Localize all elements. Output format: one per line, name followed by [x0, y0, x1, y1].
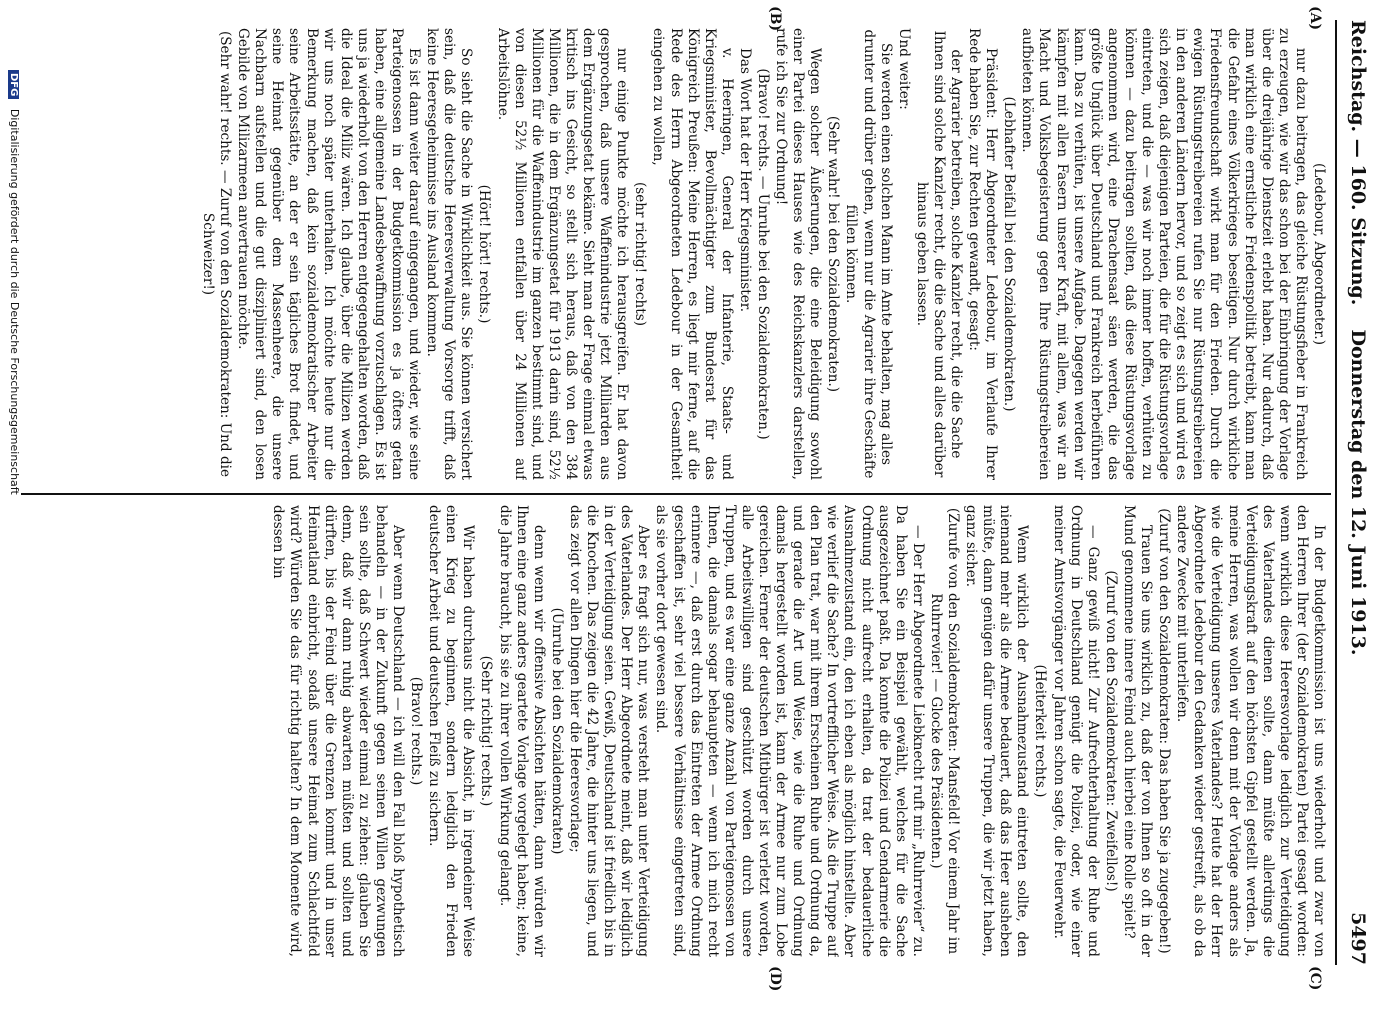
stage-direction: (Heiterkeit rechts.): [1032, 664, 1049, 798]
paragraph: v. Heeringen, General der Infanterie, Staats- und Kriegsminister, Bevollmächtigter zum Bundesrat für das Königreich Preußen: Meine Herren, es liegt mir ferne, auf die Rede des Herrn Abgeordneten Ledebour in der Gesamtheit eingehen zu wollen,: [650, 28, 735, 480]
paragraph: denn wenn wir offensive Absichten hätten, dann würden wir Ihnen eine ganz anders geartete Vorlage vorgelegt haben; keine, die Jahre braucht, bis sie zu ihrer vollen Wirkung gelangt.: [496, 505, 547, 957]
stage-direction: (Ledebour, Abgeordneter.): [1311, 163, 1327, 345]
stage-direction: (Zuruf von den Sozialdemokraten: Das haben Sie ja zugegeben!): [1156, 508, 1173, 954]
paragraph: So sieht die Sache in Wirklichkeit aus. Sie können versichert sein, daß die deutsche Heeresverwaltung Vorsorge trifft, daß keine Heeresgeheimnisse ins Ausland kommen.: [424, 28, 475, 480]
margin-mark-a: (A): [1307, 6, 1323, 31]
paragraph: Es ist dann weiter darauf eingegangen, und wieder, wie seine Parteigenossen in der Budgetkommission es ja öfters getan haben, eine allgemeine Landesbewaffnung vorzuschlagen. Es ist uns ja wiederholt von den Herren entgegengehalten worden, daß die Ideal die Miliz wären. Ich glaube, über die Milizen werden wir uns noch später unterhalten. Ich möchte heute nur die Bemerkung machen, daß kein sozialdemokratischer Arbeiter seine Arbeitsstätte, an der er sein tägliches Brot findet, und seine Heimat gegenüber dem Massenheere, die unsere Nachbarn aufstellen und die gut diszipliniert sind, den losen Gebilde von Milizarmeen anvertrauen möchte.: [235, 28, 423, 480]
paragraph: Wenn wirklich der Ausnahmezustand eintreten sollte, den niemand mehr als die Armee bedauert, daß das Heer ausheben müßte, dann genügen dafür unsere Truppen, die wir jetzt haben, ganz sicher.: [963, 505, 1031, 957]
digitization-footer: [3, 70, 21, 1010]
stage-direction: (Sehr wahr! rechts. — Zuruf von den Sozialdemokraten: Und die Schweizer!): [200, 30, 234, 478]
paragraph: Das Wort hat der Herr Kriegsminister.: [736, 48, 753, 313]
stage-direction: (Bravo! rechts.): [408, 676, 425, 786]
stage-direction: (Sehr richtig! rechts.): [478, 655, 495, 807]
stage-direction: (Zurufe von den Sozialdemokraten: Mansfeld! Vor einem Jahr im Ruhrrevier! — Glocke des Präsidenten.): [927, 507, 962, 955]
stage-direction: (Bravo! rechts. — Unruhe bei den Sozialdemokraten.): [755, 68, 771, 440]
paragraph: nur dazu beitragen, das gleiche Rüstungsfieber in Frankreich zu erzeugen, wie wir das schon bei der Einbringung der Vorlage über die dreijährige Dienstzeit erlebt haben. Nur dadurch, daß man wirklich eine ernstliche Friedenspolitik betreibt, kann man die Gefahr eines Völkerkrieges beseitigen. Nur durch wirkliche Friedensfreundschaft wirkt man für den Frieden. Durch die ewigen Rüstungstreibereien rufen Sie nur Rüstungstreibereien in den anderen Ländern hervor, und so zeigt es sich und wird es sich zeigen, daß diejenigen Parteien, die für die Rüstungsvorlage eintreten, und die — was wir noch immer hoffen, verhüten zu können — dazu beitragen sollten, daß diese Rüstungsvorlage angenommen wird, eine Drachensaat säen werden, die das größte Unglück über Deutschland und Frankreich herbeiführen kann. Das zu verhüten, ist unsere Aufgabe. Dagegen werden wir kämpfen mit allen Fasern unserer Kraft, mit allem, was wir an Macht und Volksbegeisterung gegen Ihre Rüstungstreibereien aufbieten können.: [1019, 28, 1309, 480]
margin-mark-b: (B): [767, 6, 783, 32]
paragraph: nur einige Punkte möchte ich herausgreifen. Er hat davon gesprochen, daß unsere Waffenindustrie jetzt Milliarden aus dem Ergänzungsetat bekäme. Sieht man der Frage einmal etwas kritisch ins Gesicht, so stellt sich heraus, daß von den 384 Millionen, die in dem Ergänzungsetat für 1913 darin sind, 52½ Millionen für die Waffenindustrie im ganzen bestimmt sind, und von diesen 52½ Millionen entfallen über 24 Millionen auf Arbeitslöhne.: [494, 28, 631, 480]
paragraph: Trauen Sie uns wirklich zu, daß der von Ihnen so oft in der Mund genommene innere Feind auch hierbei eine Rolle spielt?: [1120, 505, 1155, 957]
header-rule: [1335, 20, 1337, 965]
paragraph: — Der Herr Abgeordnete Liebknecht ruft mir „Ruhrrevier“ zu. Da haben Sie ein Beispiel gewählt, welches für die Sache ausgezeichnet paßt. Da konnte die Polizei und Gendarmerie die Ordnung nicht aufrecht erhalten, da trat der bedauerliche Ausnahmezustand ein, den ich eben als möglich hinstellte. Aber wie verlief die Sache? In vortrefflicher Weise. Als die Truppe auf den Plan trat, war mit ihrem Erscheinen Ruhe und Ordnung da, und gerade die Art und Weise, wie die Ruhe und Ordnung damals hergestellt worden ist, kann der Armee nur zum Lobe gereichen. Ferner der deutschen Mitbürger ist verletzt worden, alle Arbeitswilligen sind geschützt worden durch unsere Truppen, und es war eine ganze Anzahl von Parteigenossen von Ihnen, die damals sogar behaupteten — wenn ich mich recht erinnere —, daß erst durch das Eintreten der Armee Ordnung geschaffen ist, sehr viel bessere Verhältnisse eingetreten sind, als sie vorher dort gewesen sind.: [653, 505, 926, 957]
paragraph: Wir haben durchaus nicht die Absicht, in irgendeiner Weise einen Krieg zu beginnen, sondern lediglich den Frieden deutscher Arbeit und deutschen Fleiß zu sichern.: [426, 505, 477, 957]
dfg-logo: DFG: [8, 70, 19, 99]
header-left: Reichstag. — 160. Sitzung.: [1347, 20, 1369, 306]
column-divider: [21, 493, 1331, 495]
stage-direction: (Unruhe bei den Sozialdemokraten): [548, 607, 565, 855]
paragraph: Und weiter:: [895, 28, 912, 110]
stage-direction: (Lebhafter Beifall bei den Sozialdemokraten.): [1001, 96, 1018, 412]
paragraph: In der Budgetkommission ist uns wiederholt und zwar von den Herren Ihrer (der Sozialdemokraten) Partei gesagt worden: wenn wirklich diese Heeresvorlage lediglich zur Verteidigung des Vaterlandes dienen sollte, dann müßte allerdings die Verteidigungskraft auf den höchsten Gipfel gestellt werden. Ja, meine Herren, was wollen wir denn mit der Vorlage anders als wie die Verteidigung unseres Vaterlandes? Heute hat der Herr Abgeordnete Ledebour den Gedanken wieder gestreift, als ob da andere Zwecke mit unterliefen.: [1174, 505, 1327, 957]
stage-direction: Sie werden einen solchen Mann im Amte behalten, mag alles drunter und drüber gehen, wenn nur die Agrarier ihre Geschäfte füllen können.: [843, 29, 894, 479]
paragraph: Wegen solcher Äußerungen, die eine Beleidigung sowohl einer Partei dieses Hauses wie des Reichskanzlers darstellen, rufe ich Sie zur Ordnung!: [773, 28, 824, 480]
margin-mark-d: (D): [767, 966, 783, 992]
paragraph: Präsident: Herr Abgeordneter Ledebour, im Verlaufe Ihrer Rede haben Sie, zur Rechten gewandt, gesagt:: [966, 28, 1000, 480]
paragraph: Aber es fragt sich nur, was versteht man unter Verteidigung des Vaterlandes. Der Herr Abgeordnete meint, daß wir lediglich in der Verteidigung seien. Gewiß, Deutschland ist friedlich bis in die Knochen. Das zeigen die 42 Jahre, die hinter uns liegen, und das zeigt vor allen Dingen hier die Heeresvorlage;: [566, 505, 652, 957]
page-header: [1339, 20, 1375, 965]
right-column: [37, 505, 1327, 957]
paragraph: Aber wenn Deutschland — ich will den Fall bloß hypothetisch behandeln — in der Zukunft gegen seinen Willen gezwungen sein sollte, daß Schwert wieder einmal zu ziehen: glauben Sie denn, daß wir dann ruhig abwarten müßten und sollten und dürften, bis der Feind über die Grenzen kommt und in unser Heimatland einbricht, sodaß unsere Heimat zum Schlachtfeld wird? Würden Sie das für richtig halten? In dem Momente wird, dessen bin: [270, 505, 407, 957]
footer-text: Digitalisierung gefördert durch die Deutsche Forschungsgemeinschaft: [8, 108, 21, 495]
stage-direction: (Sehr wahr! bei den Sozialdemokraten.): [825, 115, 842, 393]
margin-mark-c: (C): [1307, 966, 1323, 991]
page-number: 5497: [1347, 912, 1369, 965]
paragraph: — Ganz gewiß nicht! Zur Aufrechterhaltung der Ruhe und Ordnung in Deutschland genügt die Polizei, oder, wie einer meiner Amtsvorgänger vor Jahren schon sagte, die Feuerwehr.: [1050, 505, 1101, 957]
left-column: [37, 28, 1327, 480]
stage-direction: der Agrarier betreiben, solche Kanzler recht, die die Sache Ihnen sind solche Kanzler recht, die die Sache und alles darüber hinaus geben lassen.: [913, 30, 965, 478]
header-date: Donnerstag den 12. Juni 1913.: [1347, 329, 1369, 656]
stage-direction: (sehr richtig! rechts): [632, 181, 649, 327]
stage-direction: (Hört! hört! rechts.): [476, 184, 493, 324]
stage-direction: (Zuruf von den Sozialdemokraten: Zweifellos!): [1102, 570, 1119, 892]
